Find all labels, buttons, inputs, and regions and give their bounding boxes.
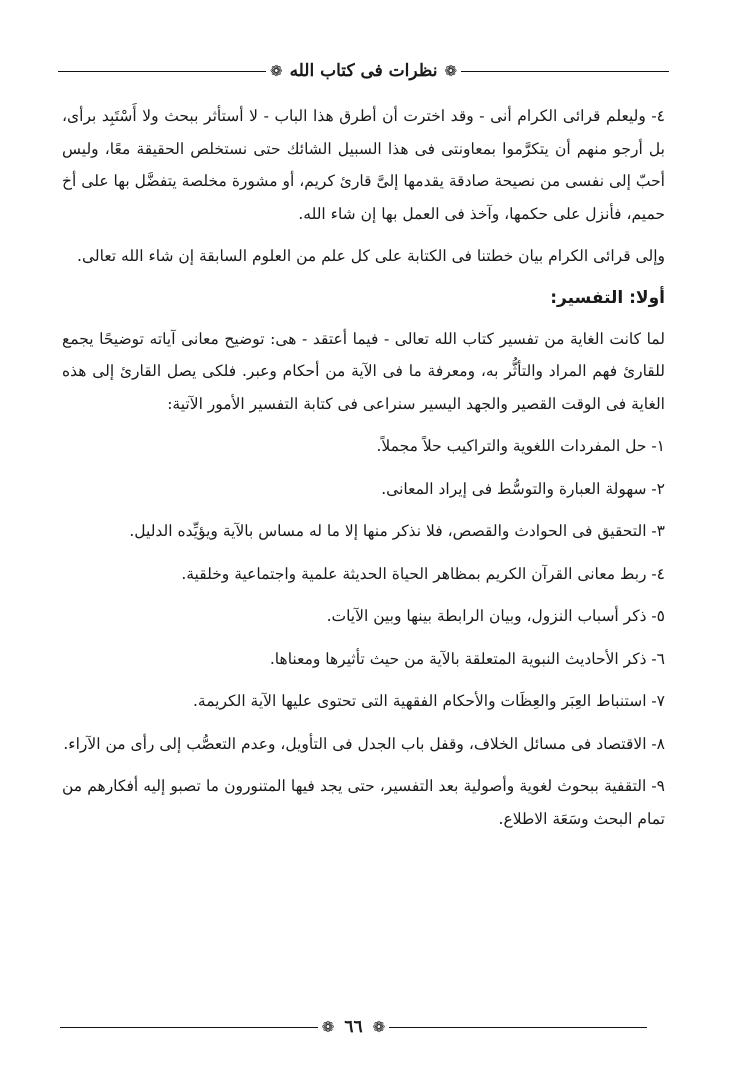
- list-item: ٥- ذكر أسباب النزول، وبيان الرابطة بينها وبين الآيات.: [326, 607, 665, 625]
- list-item: ٢- سهولة العبارة والتوسُّط فى إيراد المعانى.: [381, 479, 665, 498]
- flower-ornament-icon: ❁: [321, 1017, 335, 1036]
- footer-rule-right: [389, 1027, 647, 1028]
- section-heading: أولا: التفسير:: [550, 287, 665, 308]
- book-title: نظرات فى كتاب الله: [289, 61, 438, 81]
- footer-rule-left: [60, 1027, 318, 1028]
- header-rule-right: [461, 71, 669, 72]
- page-number: ٦٦: [344, 1017, 363, 1037]
- list-item: ٧- استنباط العِبَر والعِظَات والأحكام الفقهية التى تحتوى عليها الآية الكريمة.: [192, 692, 665, 710]
- paragraph: وإلى قرائى الكرام بيان خطتنا فى الكتابة على كل علم من العلوم السابقة إن شاء الله تعالى.: [77, 247, 665, 265]
- list-item: ٩- التقفية ببحوث لغوية وأصولية بعد التفسير، حتى يجد فيها المتنورون ما تصبو إليه أفكارهم من تمام البحث وسَعَة الاطلاع.: [62, 777, 665, 828]
- list-item: ١- حل المفردات اللغوية والتراكيب حلاً مجملاً.: [376, 437, 665, 455]
- flower-ornament-icon: ❁: [269, 61, 283, 80]
- list-item: ٤- ربط معانى القرآن الكريم بمظاهر الحياة الحديثة علمية واجتماعية وخلقية.: [181, 564, 665, 583]
- section-intro: لما كانت الغاية من تفسير كتاب الله تعالى - فيما أعتقد - هى: توضيح معانى آياته توضيحًا يجمع للقارئ فهم المراد والتأثُّر به، ومعرفة ما فى الآية من أحكام وعبر. فلكى يصل القارئ إلى هذه الغاية فى الوقت القصير والجهد اليسير سنراعى فى كتابة التفسير الأمور الآتية:: [62, 329, 665, 413]
- header-rule-left: [58, 71, 266, 72]
- page-body: [62, 100, 665, 845]
- flower-ornament-icon: ❁: [372, 1017, 386, 1036]
- list-item: ٨- الاقتصاد فى مسائل الخلاف، وقفل باب الجدل فى التأويل، وعدم التعصُّب إلى رأى من الآراء.: [63, 734, 665, 753]
- running-header: [58, 56, 669, 86]
- running-footer: [60, 1014, 647, 1040]
- list-item: ٣- التحقيق فى الحوادث والقصص، فلا نذكر منها إلا ما له مساس بالآية ويؤيِّده الدليل.: [129, 522, 665, 540]
- flower-ornament-icon: ❁: [444, 61, 458, 80]
- list-item: ٦- ذكر الأحاديث النبوية المتعلقة بالآية من حيث تأثيرها ومعناها.: [269, 649, 665, 668]
- paragraph: ٤- وليعلم قرائى الكرام أنى - وقد اخترت أن أطرق هذا الباب - لا أستأثر ببحث ولا أَسْتَبِد برأى، بل أرجو منهم أن يتكرَّموا بمعاونتى فى هذا السبيل الشائك حتى نستخلص الحقيقة معًا، وليس أحبّ إلى نفسى من نصيحة صادقة يقدمها إلىَّ قارئ كريم، أو مشورة مخلصة يتفضَّل بها على أخ حميم، فأنزل على حكمها، وآخذ فى العمل بها إن شاء الله.: [62, 107, 665, 223]
